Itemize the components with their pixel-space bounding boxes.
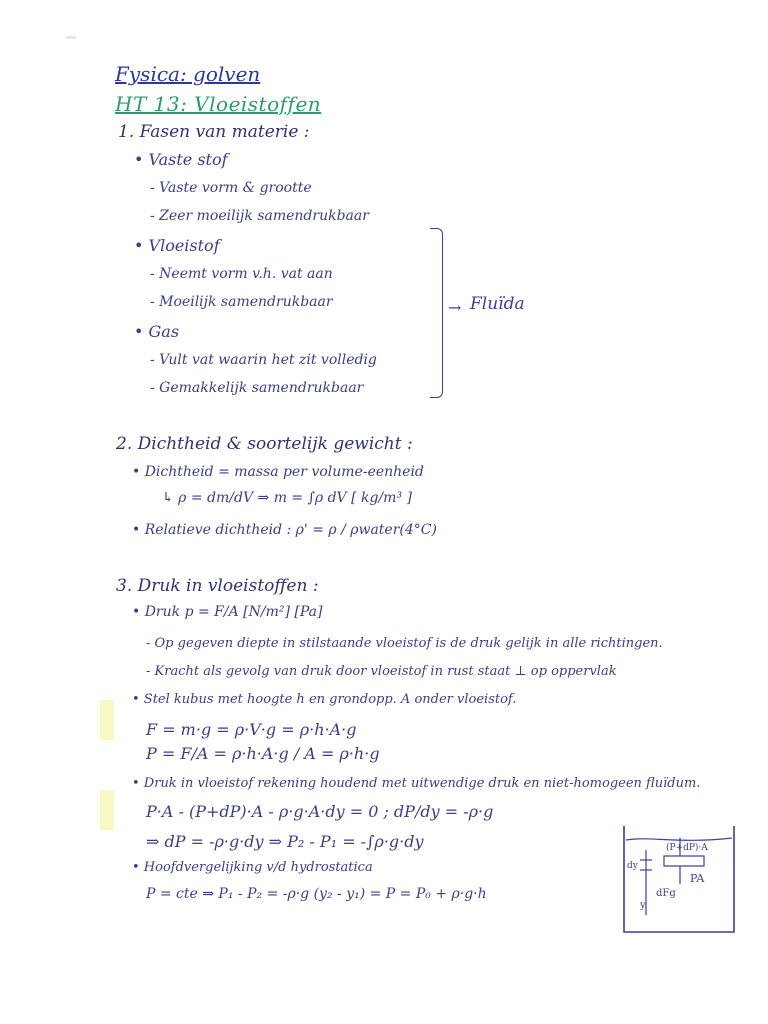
relative-density: • Relatieve dichtheid : ρ' = ρ / ρwater(4°C) — [132, 522, 437, 538]
highlight-mark — [100, 790, 114, 830]
stray-mark — [66, 36, 76, 39]
sub-item: - Zeer moeilijk samendrukbaar — [150, 208, 369, 224]
cube-statement: • Stel kubus met hoogte h en grondopp. A onder vloeistof. — [132, 692, 517, 707]
course-title: Fysica: golven — [115, 62, 261, 86]
sub-item: - Vaste vorm & grootte — [150, 180, 312, 196]
nonhomogeneous-statement: • Druk in vloeistof rekening houdend met uitwendige druk en niet-homogeen fluïdum. — [132, 776, 701, 791]
sub-item: - Gemakkelijk samendrukbaar — [150, 380, 364, 396]
fluida-label: Fluïda — [470, 294, 525, 314]
force-equation: F = m·g = ρ·V·g = ρ·h·A·g — [146, 720, 357, 739]
hydrostatics-statement: • Hoofdvergelijking v/d hydrostatica — [132, 860, 373, 875]
arrow-icon: → — [448, 298, 462, 317]
diagram-label-pa: PA — [690, 872, 705, 885]
sub-item: - Neemt vorm v.h. vat aan — [150, 266, 333, 282]
chapter-title: HT 13: Vloeistoffen — [115, 92, 322, 116]
sub-item: - Kracht als gevolg van druk door vloeistof in rust staat ⊥ op oppervlak — [146, 664, 617, 679]
integral-equation: ⇒ dP = -ρ·g·dy ⇒ P₂ - P₁ = -∫ρ·g·dy — [146, 832, 424, 851]
highlight-mark — [100, 700, 114, 740]
sub-item: - Vult vat waarin het zit volledig — [150, 352, 377, 368]
equilibrium-equation: P·A - (P+dP)·A - ρ·g·A·dy = 0 ; dP/dy = -ρ·g — [146, 802, 494, 821]
section2-heading: 2. Dichtheid & soortelijk gewicht : — [116, 434, 413, 454]
hydrostatics-equation: P = cte ⇒ P₁ - P₂ = -ρ·g (y₂ - y₁) = P = P₀ + ρ·g·h — [146, 886, 487, 902]
diagram-label-top: (P+dP)·A — [666, 843, 708, 853]
sub-item: - Moeilijk samendrukbaar — [150, 294, 333, 310]
bullet-vaste-stof: • Vaste stof — [134, 150, 228, 169]
grouping-brace — [430, 228, 443, 398]
section1-heading: 1. Fasen van materie : — [118, 122, 310, 142]
density-definition: • Dichtheid = massa per volume-eenheid — [132, 464, 424, 480]
sub-item: - Op gegeven diepte in stilstaande vloeistof is de druk gelijk in alle richtingen. — [146, 636, 663, 651]
diagram-label-dfg: dFg — [656, 888, 676, 899]
fluid-element-diagram — [610, 820, 740, 940]
diagram-label-dy: dy — [627, 861, 638, 871]
pressure-definition: • Druk p = F/A [N/m²] [Pa] — [132, 604, 323, 620]
diagram-label-y: y — [640, 900, 646, 911]
bullet-gas: • Gas — [134, 322, 180, 341]
pressure-equation: P = F/A = ρ·h·A·g / A = ρ·h·g — [146, 744, 380, 763]
section3-heading: 3. Druk in vloeistoffen : — [116, 576, 319, 596]
density-formula: ↳ ρ = dm/dV ⇒ m = ∫ρ dV [ kg/m³ ] — [162, 490, 412, 506]
bullet-vloeistof: • Vloeistof — [134, 236, 220, 255]
